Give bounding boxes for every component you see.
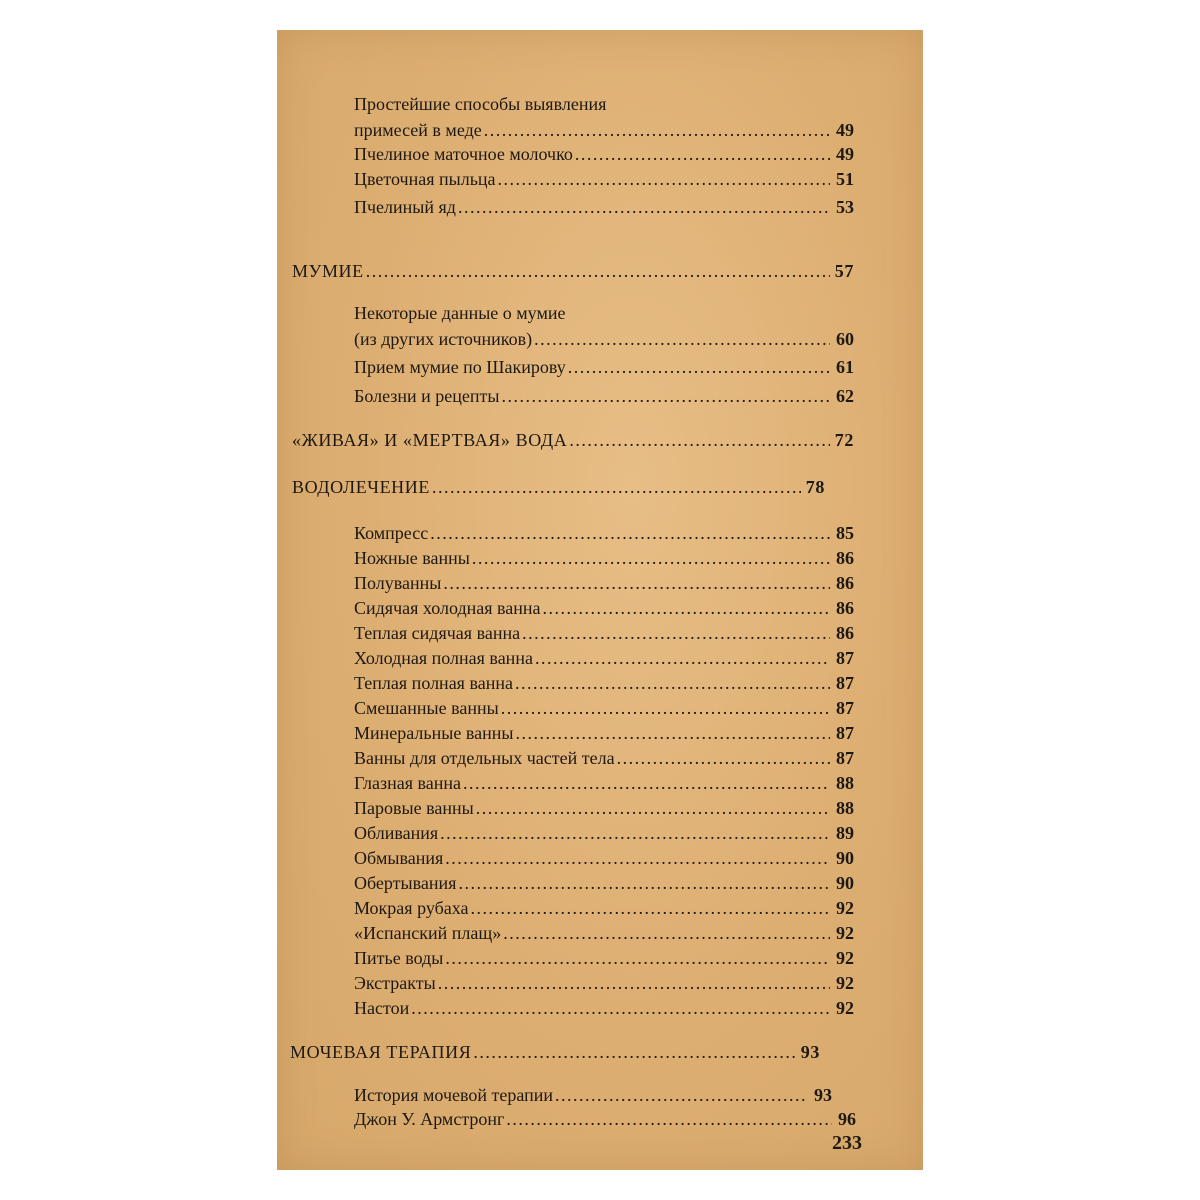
toc-entry-page: 92 bbox=[836, 923, 854, 943]
dot-leader bbox=[440, 822, 830, 844]
toc-entry-label: Паровые ванны bbox=[354, 798, 474, 818]
toc-entry-page: 62 bbox=[836, 386, 854, 406]
toc-entry-page: 87 bbox=[836, 698, 854, 718]
toc-section-page: 72 bbox=[834, 430, 854, 450]
toc-entry-label: Пчелиное маточное молочко bbox=[354, 144, 573, 164]
dot-leader bbox=[522, 622, 830, 644]
dot-leader bbox=[575, 143, 830, 165]
toc-entry-page: 89 bbox=[836, 823, 854, 843]
toc-entry-page: 87 bbox=[836, 648, 854, 668]
toc-entry bbox=[354, 168, 854, 190]
table-of-contents bbox=[277, 30, 923, 1170]
toc-entry-label: Мокрая рубаха bbox=[354, 898, 469, 918]
toc-entry bbox=[354, 847, 854, 869]
dot-leader bbox=[506, 1108, 832, 1130]
toc-entry bbox=[354, 522, 854, 544]
toc-entry-page: 92 bbox=[836, 973, 854, 993]
dot-leader bbox=[458, 196, 830, 218]
toc-entry bbox=[354, 872, 854, 894]
toc-entry-page: 51 bbox=[836, 169, 854, 189]
toc-entry bbox=[354, 143, 854, 165]
toc-entry-label: «Испанский плащ» bbox=[354, 923, 502, 943]
dot-leader bbox=[535, 647, 830, 669]
toc-entry bbox=[354, 597, 854, 619]
toc-entry bbox=[354, 119, 854, 141]
toc-entry bbox=[354, 797, 854, 819]
toc-section-page: 93 bbox=[800, 1042, 820, 1062]
toc-section-page: 78 bbox=[805, 477, 825, 497]
toc-entry-label: Теплая сидячая ванна bbox=[354, 623, 521, 643]
toc-entry bbox=[354, 672, 854, 694]
toc-entry-label: Обливания bbox=[354, 823, 439, 843]
toc-entry-page: 49 bbox=[836, 120, 854, 140]
toc-entry-label: Компресс bbox=[354, 523, 429, 543]
dot-leader bbox=[569, 429, 830, 451]
toc-entry-page: 53 bbox=[836, 197, 854, 217]
toc-section-label: ВОДОЛЕЧЕНИЕ bbox=[292, 477, 430, 497]
toc-entry-label: Болезни и рецепты bbox=[354, 386, 500, 406]
toc-entry-label: Джон У. Армстронг bbox=[354, 1109, 505, 1129]
toc-entry bbox=[354, 647, 854, 669]
toc-entry-page: 88 bbox=[836, 773, 854, 793]
toc-entry bbox=[354, 997, 854, 1019]
dot-leader bbox=[543, 597, 830, 619]
dot-leader bbox=[438, 972, 830, 994]
toc-entry-page: 90 bbox=[836, 848, 854, 868]
toc-entry-page: 87 bbox=[836, 673, 854, 693]
toc-entry-label: Экстракты bbox=[354, 973, 436, 993]
toc-section bbox=[292, 476, 825, 498]
toc-entry bbox=[354, 972, 854, 994]
toc-section-label: «ЖИВАЯ» И «МЕРТВАЯ» ВОДА bbox=[292, 430, 568, 450]
dot-leader bbox=[534, 328, 830, 350]
dot-leader bbox=[515, 722, 830, 744]
dot-leader bbox=[471, 897, 831, 919]
toc-entry-page: 92 bbox=[836, 948, 854, 968]
dot-leader bbox=[515, 672, 830, 694]
dot-leader bbox=[366, 260, 830, 282]
book-page bbox=[277, 30, 923, 1170]
toc-section-label: МУМИЕ bbox=[292, 261, 364, 281]
toc-entry-page: 86 bbox=[836, 548, 854, 568]
dot-leader bbox=[568, 356, 830, 378]
toc-entry-page: 86 bbox=[836, 598, 854, 618]
dot-leader bbox=[501, 697, 830, 719]
toc-entry-page: 87 bbox=[836, 748, 854, 768]
toc-entry bbox=[354, 772, 854, 794]
dot-leader bbox=[498, 168, 830, 190]
toc-entry-page: 96 bbox=[838, 1109, 856, 1129]
toc-entry bbox=[354, 697, 854, 719]
toc-entry-label: Ножные ванны bbox=[354, 548, 470, 568]
toc-entry bbox=[354, 328, 854, 350]
toc-entry bbox=[354, 1084, 832, 1106]
toc-entry-page: 60 bbox=[836, 329, 854, 349]
toc-entry-label: История мочевой терапии bbox=[354, 1085, 554, 1105]
toc-section bbox=[292, 260, 854, 282]
toc-entry-label: Прием мумие по Шакирову bbox=[354, 357, 566, 377]
toc-entry-page: 92 bbox=[836, 898, 854, 918]
toc-section-label: МОЧЕВАЯ ТЕРАПИЯ bbox=[290, 1042, 472, 1062]
toc-entry-label: Ванны для отдельных частей тела bbox=[354, 748, 615, 768]
dot-leader bbox=[443, 572, 830, 594]
page-number: 233 bbox=[832, 1132, 862, 1154]
toc-entry bbox=[354, 722, 854, 744]
dot-leader bbox=[411, 997, 830, 1019]
dot-leader bbox=[445, 947, 830, 969]
toc-entry-label: Питье воды bbox=[354, 948, 444, 968]
toc-entry bbox=[354, 822, 854, 844]
toc-entry-label: Настои bbox=[354, 998, 410, 1018]
toc-entry bbox=[354, 356, 854, 378]
toc-entry-label: Минеральные ванны bbox=[354, 723, 514, 743]
toc-entry-label: Обертывания bbox=[354, 873, 457, 893]
toc-entry-page: 90 bbox=[836, 873, 854, 893]
toc-entry bbox=[354, 897, 854, 919]
dot-leader bbox=[503, 922, 830, 944]
toc-entry bbox=[354, 385, 854, 407]
toc-entry-label: Обмывания bbox=[354, 848, 444, 868]
toc-entry-label: Сидячая холодная ванна bbox=[354, 598, 541, 618]
toc-entry-page: 49 bbox=[836, 144, 854, 164]
toc-entry-page: 92 bbox=[836, 998, 854, 1018]
toc-entry bbox=[354, 196, 854, 218]
dot-leader bbox=[458, 872, 830, 894]
toc-entry-page: 86 bbox=[836, 623, 854, 643]
dot-leader bbox=[476, 797, 830, 819]
toc-entry-line: Простейшие способы выявления bbox=[354, 94, 607, 114]
toc-entry-label: примесей в меде bbox=[354, 120, 482, 140]
toc-entry bbox=[354, 947, 854, 969]
toc-entry bbox=[354, 622, 854, 644]
toc-entry-page: 85 bbox=[836, 523, 854, 543]
toc-entry-line: Некоторые данные о мумие bbox=[354, 303, 566, 323]
toc-section-page: 57 bbox=[834, 261, 854, 281]
toc-entry-page: 87 bbox=[836, 723, 854, 743]
dot-leader bbox=[445, 847, 830, 869]
toc-entry-label: Полуванны bbox=[354, 573, 442, 593]
toc-section bbox=[292, 429, 854, 451]
dot-leader bbox=[463, 772, 830, 794]
toc-entry bbox=[354, 747, 854, 769]
toc-entry-page: 88 bbox=[836, 798, 854, 818]
dot-leader bbox=[502, 385, 830, 407]
toc-entry-label: Холодная полная ванна bbox=[354, 648, 533, 668]
toc-entry-label: Пчелиный яд bbox=[354, 197, 456, 217]
toc-entry bbox=[354, 922, 854, 944]
toc-entry-page: 86 bbox=[836, 573, 854, 593]
toc-entry-label: Цветочная пыльца bbox=[354, 169, 496, 189]
toc-entry bbox=[354, 547, 854, 569]
toc-entry bbox=[354, 572, 854, 594]
dot-leader bbox=[430, 522, 830, 544]
dot-leader bbox=[432, 476, 801, 498]
dot-leader bbox=[555, 1084, 808, 1106]
dot-leader bbox=[484, 119, 830, 141]
dot-leader bbox=[617, 747, 830, 769]
toc-entry bbox=[354, 1108, 856, 1130]
toc-entry-label: (из других источников) bbox=[354, 329, 533, 349]
toc-entry-page: 93 bbox=[814, 1085, 832, 1105]
toc-entry-page: 61 bbox=[836, 357, 854, 377]
toc-entry-label: Теплая полная ванна bbox=[354, 673, 513, 693]
toc-entry-label: Смешанные ванны bbox=[354, 698, 499, 718]
dot-leader bbox=[472, 547, 830, 569]
toc-entry-label: Глазная ванна bbox=[354, 773, 462, 793]
toc-section bbox=[290, 1041, 820, 1063]
dot-leader bbox=[473, 1041, 796, 1063]
